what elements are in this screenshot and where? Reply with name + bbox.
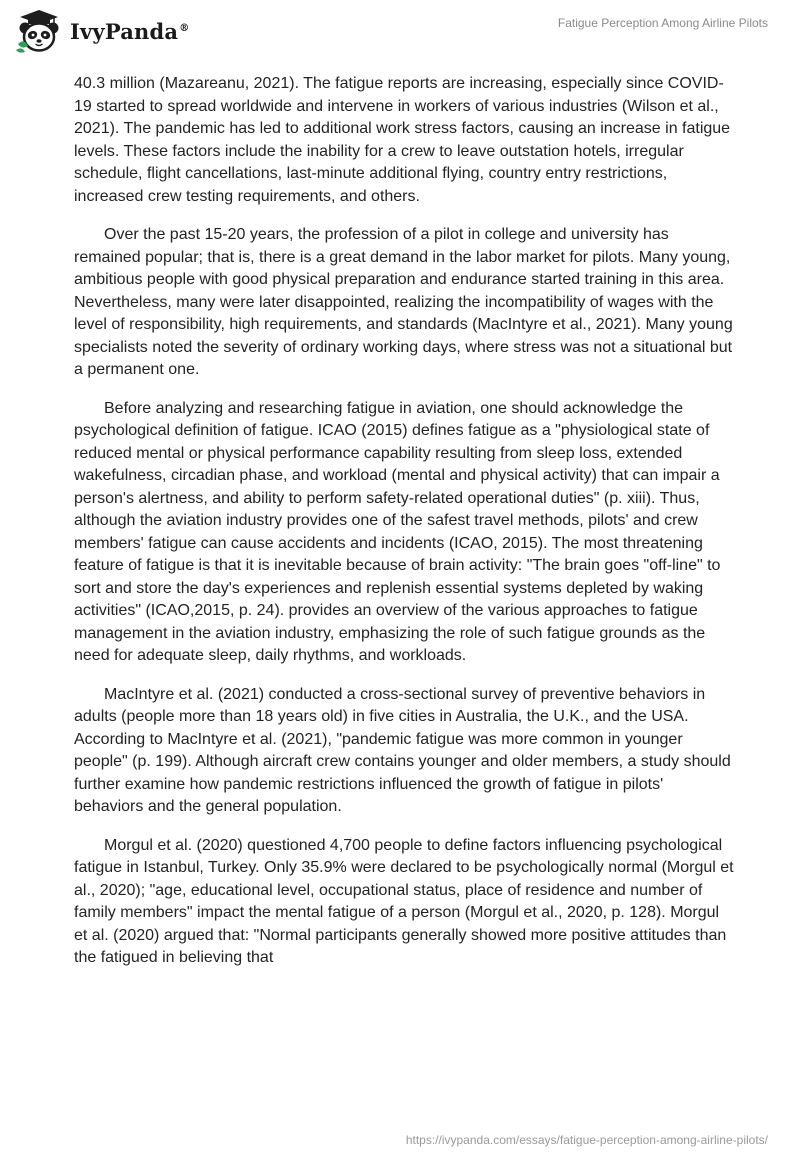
logo-wordmark [70,19,189,44]
paragraph-3: Before analyzing and researching fatigue in aviation, one should acknowledge the psychological definition of fatigue. ICAO (2015) defines fatigue as a "physiological state of reduced mental or physical performance capability resulting from sleep loss, extended wakefulness, circadian phase, and workload (mental and physical activity) that can impair a person's alertness, and ability to perform safety-related operational duties" (p. xiii). Thus, although the aviation industry provides one of the safest travel methods, pilots' and crew members' fatigue can cause accidents and incidents (ICAO, 2015). The most threatening feature of fatigue is that it is inevitable because of brain activity: "The brain goes "off-line" to sort and store the day's experiences and replenish essential systems depleted by waking activities" (ICAO,2015, p. 24). provides an overview of the various approaches to fatigue management in the aviation industry, emphasizing the role of such fatigue grounds as the need for adequate sleep, daily rhythms, and workloads. [74,399,721,664]
paragraph-4: MacIntyre et al. (2021) conducted a cross-sectional survey of preventive behaviors in adults (people more than 18 years old) in five cities in Australia, the U.K., and the USA. According to MacIntyre et al. (2021), "pandemic fatigue was more common in younger people" (p. 199). Although aircraft crew contains younger and older members, a study should further examine how pandemic restrictions influenced the growth of fatigue in pilots' behaviors and the general population. [74,685,731,815]
document-title: Fatigue Perception Among Airline Pilots [557,16,768,30]
logo-text: IvyPanda [70,18,179,44]
panda-logo-icon [14,8,64,54]
paragraph-1: 40.3 million (Mazareanu, 2021). The fatigue reports are increasing, especially since COVID-19 started to spread worldwide and intervene in workers of various industries (Wilson et al., 2021). The pandemic has led to additional work stress factors, causing an increase in fatigue levels. These factors include the inability for a crew to leave outstation hotels, irregular schedule, flight cancellations, last-minute additional flying, country entry restrictions, increased crew testing requirements, and others. [74,75,731,205]
source-url-link[interactable]: https://ivypanda.com/essays/fatigue-perception-among-airline-pilots/ [405,1133,768,1147]
page-header [0,0,800,60]
registered-mark: ® [179,22,190,34]
essay-body [74,73,734,986]
paragraph-2: Over the past 15-20 years, the profession of a pilot in college and university has remained popular; that is, there is a great demand in the labor market for pilots. Many young, ambitious people with good physical preparation and endurance started training in this area. Nevertheless, many were later disappointed, realizing the incompatibility of wages with the level of responsibility, high requirements, and standards (MacIntyre et al., 2021). Many young specialists noted the severity of ordinary working days, where stress was not a situational but a permanent one. [74,226,733,378]
paragraph-5: Morgul et al. (2020) questioned 4,700 people to define factors influencing psychological fatigue in Istanbul, Turkey. Only 35.9% were declared to be psychologically normal (Morgul et al., 2020); "age, educational level, occupational status, place of residence and number of family members" impact the mental fatigue of a person (Morgul et al., 2020, p. 128). Morgul et al. (2020) argued that: "Normal participants generally showed more positive attitudes than the fatigued in believing that [74,836,734,966]
ivypanda-logo[interactable] [14,8,189,54]
